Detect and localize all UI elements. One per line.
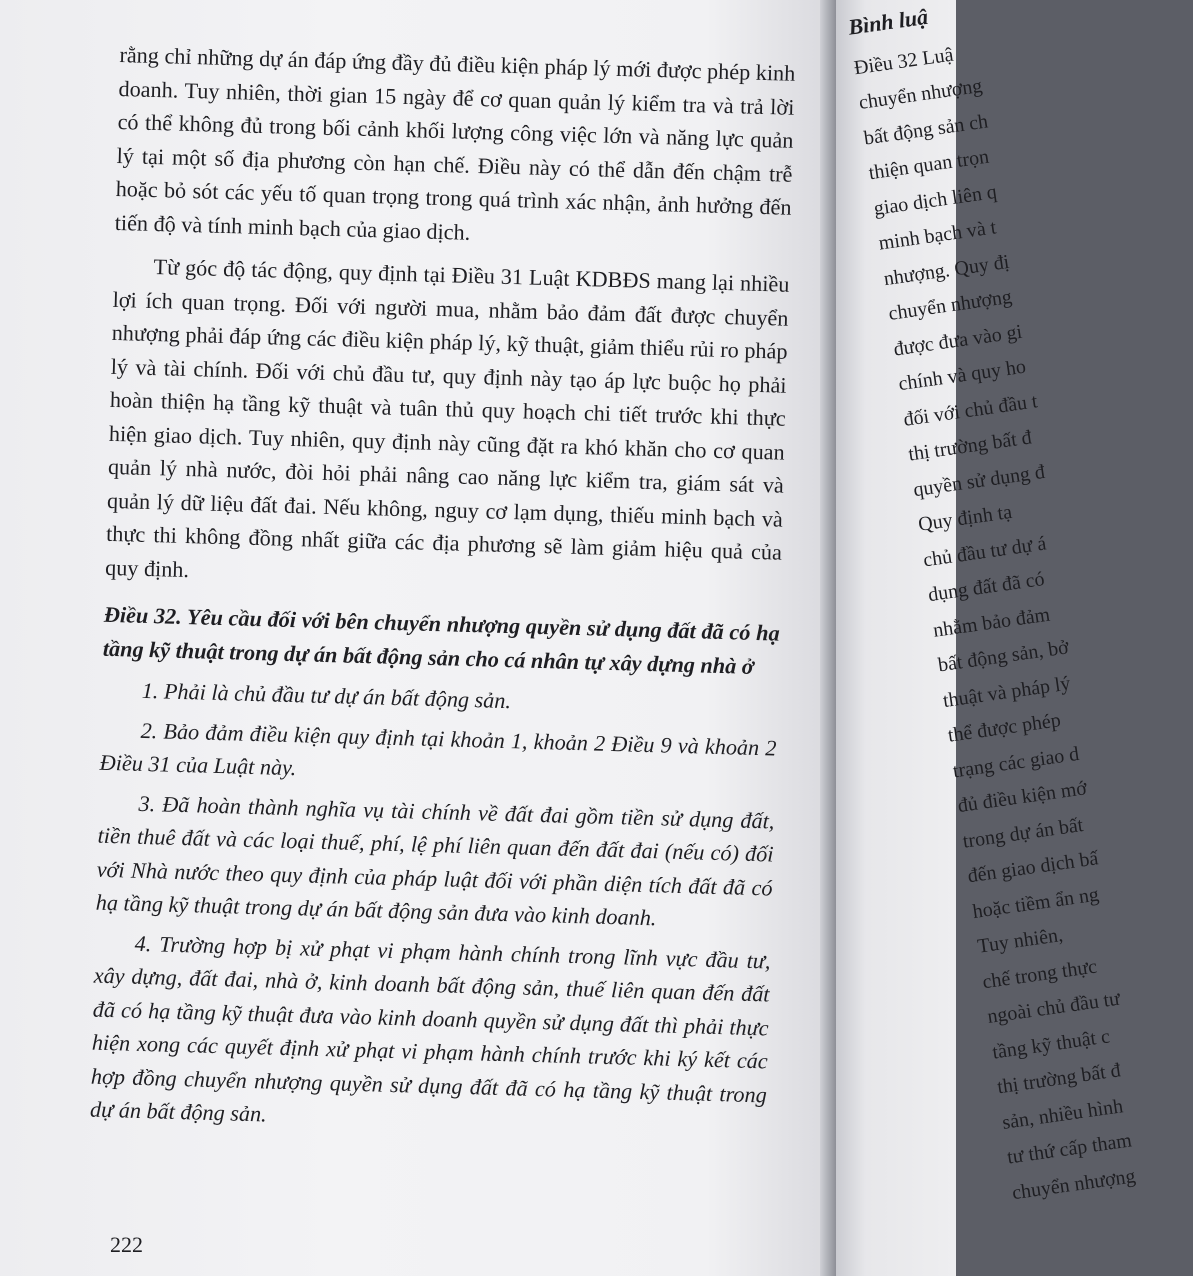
right-page-line: thuật và pháp lý	[941, 671, 1072, 712]
right-page-line: đủ điều kiện mớ	[956, 777, 1089, 818]
right-page-line: sản, nhiều hình	[1000, 1094, 1125, 1134]
right-page-line: Tuy nhiên,	[976, 923, 1065, 958]
right-page-line: được đưa vào gi	[892, 320, 1024, 361]
right-page-line: thị trường bất đ	[906, 426, 1033, 466]
right-page-line: quyền sử dụng đ	[911, 460, 1047, 501]
article-item-3: 3. Đã hoàn thành nghĩa vụ tài chính về đất đai gồm tiền sử dụng đất, tiền thuê đất và các loại thuế, phí, lệ phí liên quan đến đất đai (nếu có) đối với Nhà nước theo quy định của pháp luật đối với phần diện tích đất đã có hạ tầng kỹ thuật trong dự án bất động sản đưa vào kinh doanh.	[95, 790, 775, 931]
right-page-line: hoặc tiềm ẩn ng	[971, 883, 1101, 923]
right-page-line: ngoài chủ đầu tư	[986, 987, 1122, 1028]
right-page-line: tầng kỹ thuật c	[990, 1024, 1112, 1064]
paragraph-2: Từ góc độ tác động, quy định tại Điều 31 Luật KDBĐS mang lại nhiều lợi ích quan trọng. Đối với người mua, nhằm bảo đảm đất được chuyển nhượng phải đáp ứng các điều kiện pháp lý, kỹ thuật, giảm thiểu rủi ro pháp lý và tài chính. Đối với chủ đầu tư, quy định này tạo áp lực buộc họ phải hoàn thiện hạ tầng kỹ thuật và tuân thủ quy hoạch chi tiết trước khi thực hiện giao dịch. Tuy nhiên, quy định này cũng đặt ra khó khăn cho cơ quan quản lý nhà nước, đòi hỏi phải nâng cao năng lực kiểm tra, giám sát và quản lý dữ liệu đất đai. Nếu không, nguy cơ lạm dụng, thiếu minh bạch và thực thi không đồng nhất giữa các địa phương sẽ làm giảm hiệu quả của quy định.	[104, 254, 790, 582]
right-page-line: tư thứ cấp tham	[1005, 1129, 1134, 1169]
right-page-line: dụng đất đã có	[926, 568, 1046, 607]
right-page	[836, 0, 1137, 1276]
right-page-line: bất động sản, bở	[936, 636, 1071, 677]
right-page-line: thị trường bất đ	[995, 1059, 1122, 1099]
right-page-line: chuyển nhượng	[887, 285, 1014, 325]
right-page-line: nhượng. Quy đị	[882, 250, 1011, 290]
right-page-line: minh bạch và t	[877, 216, 998, 255]
right-page-line: thể được phép	[946, 709, 1063, 747]
right-page-line: giao dịch liên q	[872, 180, 999, 220]
article-item-2: 2. Bảo đảm điều kiện quy định tại khoản 1, khoản 2 Điều 9 và khoản 2 Điều 31 của Luật này.	[99, 717, 777, 781]
right-page-line: đối với chủ đầu t	[902, 389, 1039, 431]
right-page-line: chuyển nhượng	[1010, 1164, 1137, 1204]
right-page-line: Điều 32 Luậ	[852, 43, 955, 79]
page-text-block	[89, 38, 795, 1151]
right-page-line: trạng các giao d	[951, 742, 1081, 782]
article-item-1: 1. Phải là chủ đầu tư dự án bất động sản.	[141, 677, 512, 714]
right-page-text	[846, 0, 1193, 1211]
right-page-line: chủ đầu tư dự á	[921, 531, 1048, 571]
right-page-line: đến giao dịch bấ	[966, 847, 1100, 888]
right-page-line: chế trong thực	[981, 955, 1099, 993]
right-page-line: chuyển nhượng	[857, 74, 984, 114]
right-page-line: nhằm bảo đảm	[931, 603, 1052, 642]
right-page-line: Quy định tạ	[916, 500, 1014, 536]
right-page-line: trong dự án bất	[961, 813, 1085, 853]
article-heading: Điều 32. Yêu cầu đối với bên chuyển nhượng quyền sử dụng đất đã có hạ tầng kỹ thuật trong dự án bất động sản cho cá nhân tự xây dựng nhà ở	[102, 601, 780, 679]
right-page-line: thiện quan trọn	[867, 145, 991, 185]
paragraph-1: rằng chỉ những dự án đáp ứng đầy đủ điều kiện pháp lý mới được phép kinh doanh. Tuy nhiên, thời gian 15 ngày để cơ quan quản lý kiểm tra và trả lời có thể không đủ trong bối cảnh khối lượng công việc lớn và năng lực quản lý tại một số địa phương còn hạn chế. Điều này có thể dẫn đến chậm trễ hoặc bỏ sót các yếu tố quan trọng trong quá trình xác nhận, ảnh hưởng đến tiến độ và tính minh bạch của giao dịch.	[114, 41, 796, 245]
page-number: 222	[110, 1232, 143, 1257]
right-page-line: chính và quy ho	[897, 355, 1028, 396]
article-item-4: 4. Trường hợp bị xử phạt vi phạm hành chính trong lĩnh vực đầu tư, xây dựng, đất đai, nhà ở, kinh doanh bất động sản, thuế liên quan đến đất đã có hạ tầng kỹ thuật đưa vào kinh doanh quyền sử dụng đất thì phải thực hiện xong các quyết định xử phạt vi phạm hành chính trước khi ký kết các hợp đồng chuyển nhượng quyền sử dụng đất đã có hạ tầng kỹ thuật trong dự án bất động sản.	[89, 930, 771, 1127]
right-page-header: Bình luậ	[846, 3, 930, 40]
right-page-line: bất động sản ch	[862, 109, 990, 150]
